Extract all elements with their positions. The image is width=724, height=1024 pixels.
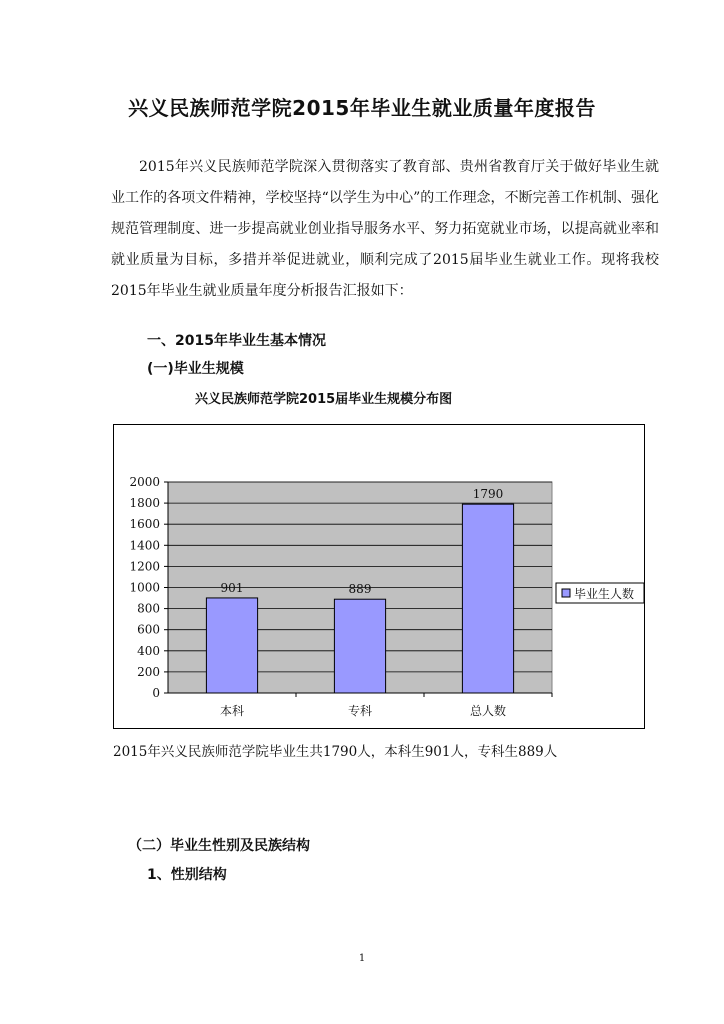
x-category-label: 本科 <box>219 704 245 718</box>
x-category-label: 专科 <box>347 704 373 718</box>
bar <box>206 598 257 693</box>
y-tick-label: 1400 <box>129 538 160 553</box>
y-tick-label: 800 <box>137 601 160 616</box>
x-category-label: 总人数 <box>469 704 507 718</box>
data-label: 1790 <box>472 487 504 502</box>
document-title: 兴义民族师范学院2015年毕业生就业质量年度报告 <box>128 96 596 120</box>
y-tick-label: 2000 <box>129 475 160 489</box>
legend-label: 毕业生人数 <box>574 587 635 601</box>
bar <box>334 599 385 693</box>
chart-caption: 2015年兴义民族师范学院毕业生共1790人，本科生901人，专科生889人 <box>113 744 558 760</box>
data-label: 901 <box>220 580 244 595</box>
subsection-heading-gender-ethnic: （二）毕业生性别及民族结构 <box>128 838 310 854</box>
legend-swatch <box>562 589 570 597</box>
y-tick-label: 0 <box>152 686 160 700</box>
y-tick-label: 600 <box>137 622 160 637</box>
bar-chart <box>113 424 645 729</box>
intro-paragraph: 2015年兴义民族师范学院深入贯彻落实了教育部、贵州省教育厅关于做好毕业生就业工作的各项文件精神，学校坚持“以学生为中心”的工作理念，不断完善工作机制、强化规范管理制度、进一步提高就业创业指导服务水平、努力拓宽就业市场，以提高就业率和就业质量为目标，多措并举促进就业，顺利完成了2015届毕业生就业工作。现将我校2015年毕业生就业质量年度分析报告汇报如下： <box>111 159 659 299</box>
y-tick-label: 1600 <box>129 517 160 532</box>
page-number: 1 <box>358 953 366 964</box>
chart-title: 兴义民族师范学院2015届毕业生规模分布图 <box>195 392 453 407</box>
y-tick-label: 1800 <box>129 496 160 511</box>
y-tick-label: 400 <box>137 643 160 658</box>
y-tick-label: 1200 <box>129 559 160 574</box>
bar <box>462 504 513 693</box>
data-label: 889 <box>348 582 372 597</box>
subsection-heading-gender: 1、性别结构 <box>147 867 227 883</box>
section-heading-basic-info: 一、2015年毕业生基本情况 <box>147 333 326 349</box>
y-tick-label: 1000 <box>129 580 160 595</box>
y-tick-label: 200 <box>137 664 160 679</box>
subsection-heading-scale: (一)毕业生规模 <box>147 361 244 377</box>
chart-canvas <box>114 425 644 728</box>
